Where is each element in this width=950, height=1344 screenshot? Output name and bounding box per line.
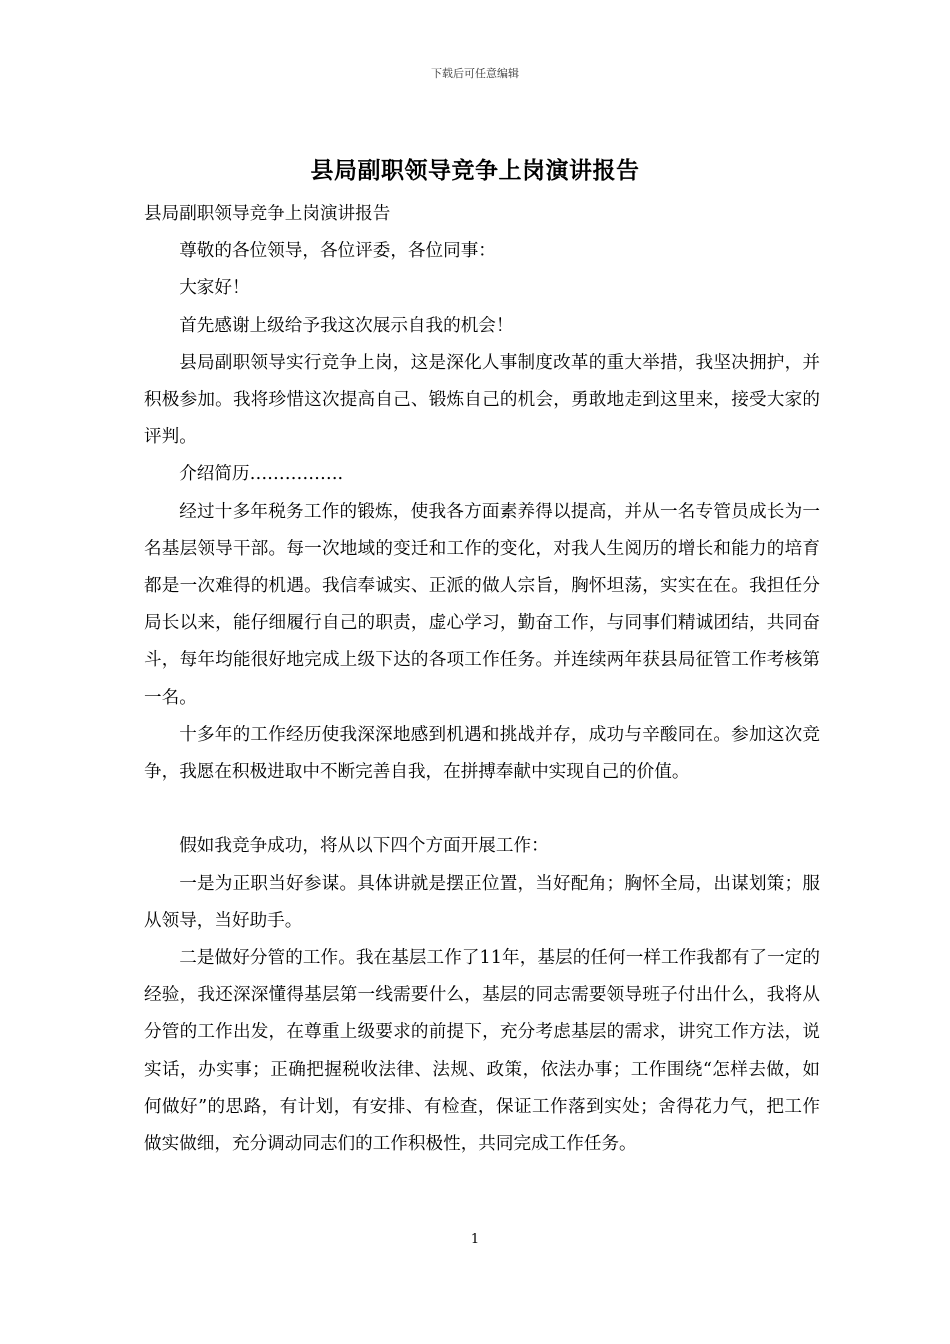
paragraph-motivation: 十多年的工作经历使我深深地感到机遇和挑战并存，成功与辛酸同在。参加这次竞争，我愿在积极进取中不断完善自我，在拼搏奉献中实现自己的价值。 <box>144 724 820 783</box>
paragraph-plan-one: 一是为正职当好参谋。具体讲就是摆正位置，当好配角；胸怀全局，出谋划策；服从领导，当好助手。 <box>144 873 820 931</box>
header-note: 下载后可任意编辑 <box>431 67 519 80</box>
subtitle-line: 县局副职领导竞争上岗演讲报告 <box>144 204 391 224</box>
paragraph-resume: 介绍简历……………. <box>179 464 344 485</box>
document-title: 县局副职领导竞争上岗演讲报告 <box>310 157 640 184</box>
paragraph-plan-intro: 假如我竞争成功，将从以下四个方面开展工作： <box>179 836 549 857</box>
blank-line <box>144 791 820 828</box>
paragraph-plan-two: 二是做好分管的工作。我在基层工作了11年，基层的任何一样工作我都有了一定的经验，我还深深懂得基层第一线需要什么，基层的同志需要领导班子付出什么，我将从分管的工作出发，在尊重上级要求的前提下，充分考虑基层的需求，讲究工作方法，说实话，办实事；正确把握税收法律、法规、政策，依法办事；工作围绕“怎样去做，如何做好”的思路，有计划，有安排、有检查，保证工作落到实处；舍得花力气，把工作做实做细，充分调动同志们的工作积极性，共同完成工作任务。 <box>144 948 820 1155</box>
document-body <box>144 196 820 1163</box>
paragraph-thanks: 首先感谢上级给予我这次展示自我的机会！ <box>179 315 514 336</box>
paragraph-salutation: 尊敬的各位领导，各位评委，各位同事： <box>179 241 496 262</box>
page-number: 1 <box>470 1232 480 1247</box>
paragraph-support: 县局副职领导实行竞争上岗，这是深化人事制度改革的重大举措，我坚决拥护，并积极参加。我将珍惜这次提高自己、锻炼自己的机会，勇敢地走到这里来，接受大家的评判。 <box>144 352 820 448</box>
paragraph-experience: 经过十多年税务工作的锻炼，使我各方面素养得以提高，并从一名专管员成长为一名基层领导干部。每一次地域的变迁和工作的变化，对我人生阅历的增长和能力的培育都是一次难得的机遇。我信奉诚实、正派的做人宗旨，胸怀坦荡，实实在在。我担任分局长以来，能仔细履行自己的职责，虚心学习，勤奋工作，与同事们精诚团结，共同奋斗，每年均能很好地完成上级下达的各项工作任务。并连续两年获县局征管工作考核第一名。 <box>144 501 820 708</box>
paragraph-greeting: 大家好！ <box>179 278 250 299</box>
